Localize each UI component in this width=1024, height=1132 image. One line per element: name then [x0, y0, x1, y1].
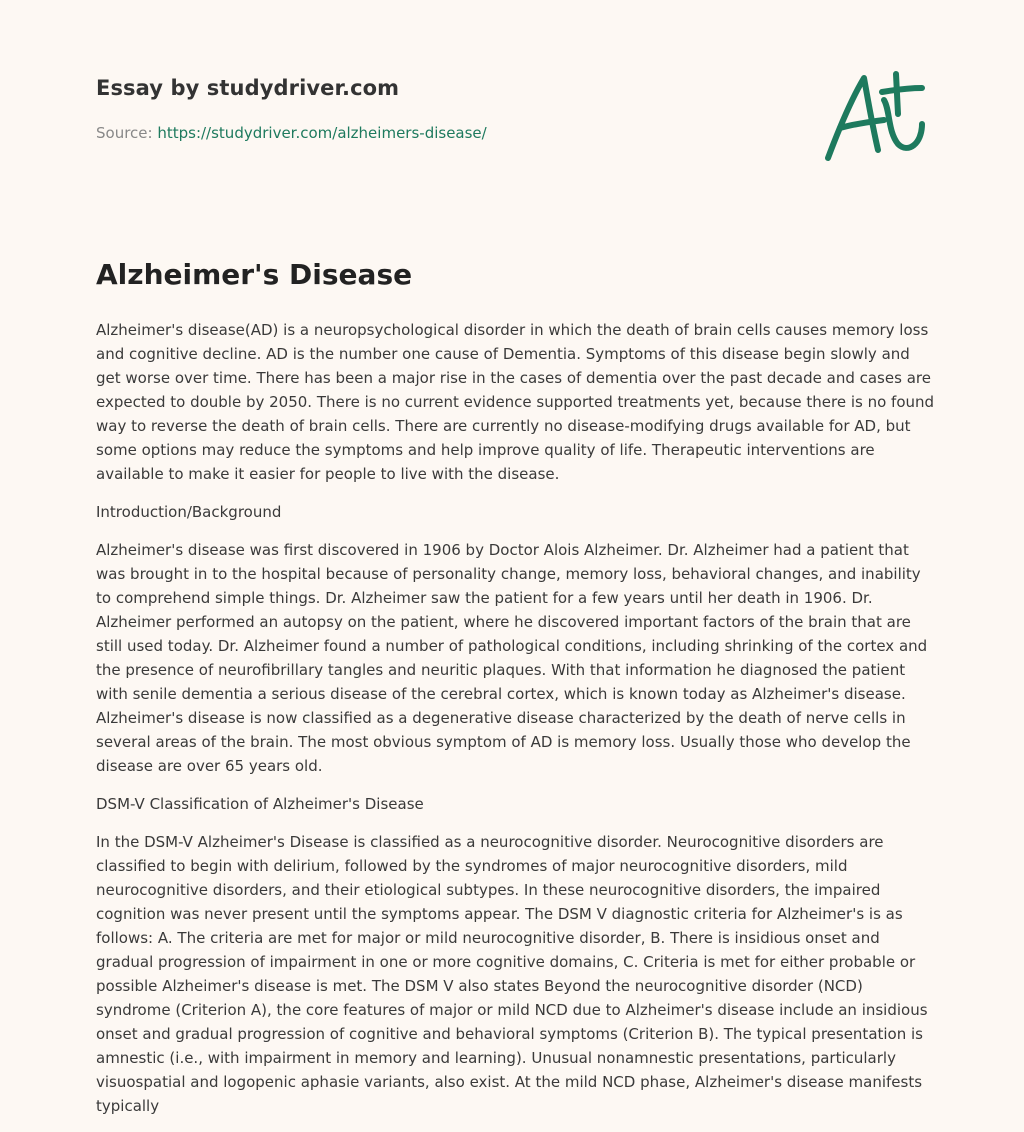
source-link[interactable]: https://studydriver.com/alzheimers-disease/	[157, 124, 487, 142]
section-heading-introduction: Introduction/Background	[96, 503, 282, 521]
page-header	[0, 0, 1024, 200]
source-line	[96, 124, 487, 142]
article-title: Alzheimer's Disease	[96, 258, 413, 291]
article	[96, 250, 936, 1132]
dsm-v-paragraph: In the DSM-V Alzheimer's Disease is classified as a neurocognitive disorder. Neurocognitive disorders are classified to begin with delirium, followed by the syndromes of major neurocognitive disorders, mild neurocognitive disorders, and their etiological subtypes. In these neurocognitive disorders, the impaired cognition was never present until the symptoms appear. The DSM V diagnostic criteria for Alzheimer's is as follows: A. The criteria are met for major or mild neurocognitive disorder, B. There is insidious onset and gradual progression of impairment in one or more cognitive domains, C. Criteria is met for either probable or possible Alzheimer's disease is met. The DSM V also states Beyond the neurocognitive disorder (NCD) syndrome (Criterion A), the core features of major or mild NCD due to Alzheimer's disease include an insidious onset and gradual progression of cognitive and behavioral symptoms (Criterion B). The typical presentation is amnestic (i.e., with impairment in memory and learning). Unusual nonamnestic presentations, particularly visuospatial and logopenic aphasie variants, also exist. At the mild NCD phase, Alzheimer's disease manifests typically	[96, 833, 928, 1115]
intro-paragraph: Alzheimer's disease(AD) is a neuropsychological disorder in which the death of brain cells causes memory loss and cognitive decline. AD is the number one cause of Dementia. Symptoms of this disease begin slowly and get worse over time. There has been a major rise in the cases of dementia over the past decade and cases are expected to double by 2050. There is no current evidence supported treatments yet, because there is no found way to reverse the death of brain cells. There are currently no disease-modifying drugs available for AD, but some options may reduce the symptoms and help improve quality of life. Therapeutic interventions are available to make it easier for people to live with the disease.	[96, 321, 935, 483]
source-label: Source:	[96, 124, 158, 142]
a-plus-logo-icon	[818, 66, 930, 166]
introduction-paragraph: Alzheimer's disease was first discovered in 1906 by Doctor Alois Alzheimer. Dr. Alzheimer had a patient that was brought in to the hospital because of personality change, memory loss, behavioral changes, and inability to comprehend simple things. Dr. Alzheimer saw the patient for a few years until her death in 1906. Dr. Alzheimer performed an autopsy on the patient, where he discovered important factors of the brain that are still used today. Dr. Alzheimer found a number of pathological conditions, including shrinking of the cortex and the presence of neurofibrillary tangles and neuritic plaques. With that information he diagnosed the patient with senile dementia a serious disease of the cerebral cortex, which is known today as Alzheimer's disease. Alzheimer's disease is now classified as a degenerative disease characterized by the death of nerve cells in several areas of the brain. The most obvious symptom of AD is memory loss. Usually those who develop the disease are over 65 years old.	[96, 541, 928, 775]
section-heading-dsm-v: DSM-V Classification of Alzheimer's Disease	[96, 795, 424, 813]
site-title: Essay by studydriver.com	[96, 76, 400, 100]
